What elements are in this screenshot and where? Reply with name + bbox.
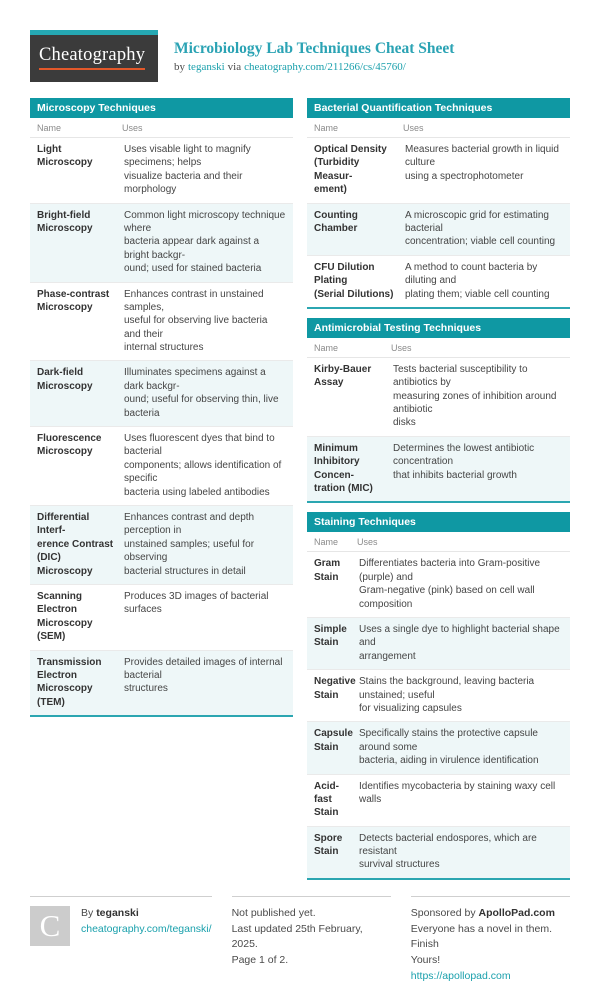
- via-word: via: [227, 61, 242, 74]
- page-number: Page 1 of 2.: [231, 954, 289, 967]
- card-bacterial-quantification: [307, 98, 570, 309]
- technique-name: Dark-field Microscopy: [37, 367, 93, 392]
- technique-name: Light Microscopy: [37, 144, 93, 169]
- table-rows: [30, 138, 293, 715]
- byline: [174, 61, 454, 73]
- card-title: Antimicrobial Testing Techniques: [307, 318, 570, 338]
- table-row: [307, 138, 570, 204]
- column-headers: [307, 118, 570, 138]
- footer-author-name: teganski: [96, 906, 139, 919]
- technique-name: Bright-field Microscopy: [37, 209, 93, 234]
- technique-name: Spore Stain: [314, 832, 343, 858]
- cheatography-logo[interactable]: [30, 30, 158, 82]
- footer-meta-block: [232, 896, 391, 985]
- sponsor-prefix: Sponsored by: [410, 906, 476, 919]
- col-header-uses: Uses: [391, 342, 412, 353]
- technique-uses: Determines the lowest antibiotic concentration that inhibits bacterial growth: [393, 442, 535, 481]
- logo-wordmark: Cheatography: [39, 45, 145, 70]
- table-row: [30, 585, 293, 651]
- table-row: [307, 552, 570, 618]
- cheatography-c-logo[interactable]: [30, 906, 70, 946]
- technique-name: Capsule Stain: [314, 728, 353, 753]
- logo-body: [30, 35, 158, 82]
- technique-uses: A microscopic grid for estimating bacterial concentration; viable cell counting: [405, 209, 556, 248]
- col-header-name: Name: [314, 123, 339, 133]
- page-footer: [30, 896, 570, 985]
- table-row: [307, 827, 570, 878]
- table-row: [30, 651, 293, 716]
- technique-uses: Stains the background, leaving bacteria unstained; useful for visualizing capsules: [359, 676, 535, 714]
- technique-name: Differential Interf- erence Contrast (DIC) Microscopy: [37, 511, 114, 577]
- sponsor-line: [411, 906, 570, 922]
- technique-name: CFU Dilution Plating (Serial Dilutions): [314, 261, 394, 300]
- last-updated: Last updated 25th February, 2025.: [231, 922, 363, 951]
- title-block: [174, 30, 454, 73]
- technique-name: Minimum Inhibitory Concen- tration (MIC): [314, 442, 373, 495]
- publish-status: Not published yet.: [231, 906, 316, 919]
- page-title: Microbiology Lab Techniques Cheat Sheet: [174, 40, 455, 57]
- technique-uses: Illuminates specimens against a dark backgr- ound; useful for observing thin, live bacteria: [124, 367, 279, 419]
- table-rows: [307, 552, 570, 877]
- author-link[interactable]: teganski: [188, 61, 225, 74]
- card-title: Bacterial Quantification Techniques: [307, 98, 570, 118]
- footer-author-block: [30, 896, 212, 985]
- technique-uses: Uses fluorescent dyes that bind to bacterial components; allows identification of specific bacteria using labeled antibodies: [124, 433, 282, 498]
- technique-name: Optical Density (Turbidity Measur- ement): [314, 144, 387, 196]
- technique-uses: Uses visable light to magnify specimens; helps visualize bacteria and their morphology: [124, 144, 251, 196]
- table-row: [30, 427, 293, 506]
- technique-name: Fluorescence Microscopy: [37, 433, 102, 458]
- left-column: [30, 98, 293, 717]
- technique-uses: Enhances contrast in unstained samples, useful for observing live bacteria and their internal structures: [124, 288, 268, 354]
- card-antimicrobial-testing: [307, 318, 570, 504]
- column-headers: [307, 338, 570, 358]
- footer-by-prefix: By: [81, 906, 94, 919]
- footer-byline: [81, 906, 212, 922]
- sponsor-tagline-line1: Everyone has a novel in them. Finish: [410, 922, 553, 951]
- card-title: Staining Techniques: [307, 512, 570, 532]
- sponsor-tagline-line2: Yours!: [410, 954, 441, 967]
- technique-uses: Detects bacterial endospores, which are resistant survival structures: [359, 832, 537, 871]
- sponsor-name: ApolloPad.com: [478, 906, 555, 919]
- technique-uses: Common light microscopy technique where bacteria appear dark against a bright backgr- ound; used for stained bacteria: [124, 209, 286, 275]
- footer-author-text: [81, 906, 212, 985]
- footer-profile-link[interactable]: cheatography.com/teganski/: [81, 922, 212, 935]
- technique-name: Simple Stain: [314, 623, 347, 649]
- technique-name: Gram Stain: [314, 558, 341, 583]
- card-title: Microscopy Techniques: [30, 98, 293, 118]
- col-header-uses: Uses: [403, 123, 424, 133]
- technique-name: Phase-contrast Microscopy: [37, 288, 110, 313]
- right-column: [307, 98, 570, 880]
- c-logo-letter: C: [39, 907, 61, 943]
- footer-sponsor-block: [411, 896, 570, 985]
- table-row: [30, 283, 293, 362]
- table-row: [30, 138, 293, 204]
- technique-uses: Specifically stains the protective capsule around some bacteria, aiding in virulence identification: [359, 728, 539, 767]
- table-rows: [307, 138, 570, 307]
- page-header: [30, 30, 570, 82]
- table-row: [307, 204, 570, 256]
- sponsor-link[interactable]: https://apollopad.com: [410, 969, 511, 982]
- column-headers: [30, 118, 293, 138]
- technique-uses: Identifies mycobacteria by staining waxy cell walls: [359, 780, 556, 805]
- technique-name: Negative Stain: [314, 676, 356, 701]
- technique-name: Transmission Electron Microscopy (TEM): [37, 656, 102, 708]
- table-rows: [307, 358, 570, 502]
- technique-uses: Provides detailed images of internal bacterial structures: [124, 656, 283, 695]
- col-header-uses: Uses: [122, 123, 143, 133]
- byline-prefix: by: [174, 61, 185, 74]
- table-row: [307, 256, 570, 307]
- technique-uses: Produces 3D images of bacterial surfaces: [124, 590, 269, 616]
- col-header-name: Name: [37, 123, 62, 133]
- table-row: [307, 722, 570, 774]
- technique-uses: Measures bacterial growth in liquid culture using a spectrophotometer: [405, 144, 559, 182]
- card-microscopy-techniques: [30, 98, 293, 717]
- technique-name: Acid-fast Stain: [314, 780, 339, 819]
- table-row: [30, 361, 293, 427]
- technique-name: Scanning Electron Microscopy (SEM): [37, 590, 93, 643]
- technique-uses: Uses a single dye to highlight bacterial shape and arrangement: [359, 623, 560, 662]
- technique-uses: A method to count bacteria by diluting and plating them; viable cell counting: [405, 261, 550, 300]
- table-row: [307, 618, 570, 670]
- technique-name: Kirby-Bauer Assay: [314, 363, 372, 389]
- col-header-uses: Uses: [357, 537, 378, 548]
- col-header-name: Name: [314, 342, 339, 353]
- table-row: [30, 506, 293, 585]
- technique-uses: Differentiates bacteria into Gram-positive (purple) and Gram-negative (pink) based on cell wall composition: [359, 558, 541, 610]
- source-link[interactable]: cheatography.com/211266/cs/45760/: [244, 61, 406, 74]
- table-row: [307, 775, 570, 827]
- technique-name: Counting Chamber: [314, 209, 358, 234]
- table-row: [307, 358, 570, 437]
- table-row: [30, 204, 293, 283]
- sheet-body: [30, 98, 570, 880]
- card-staining-techniques: [307, 512, 570, 879]
- table-row: [307, 437, 570, 502]
- table-row: [307, 670, 570, 722]
- col-header-name: Name: [314, 537, 339, 548]
- technique-uses: Enhances contrast and depth perception in unstained samples; useful for observing bacterial structures in detail: [124, 511, 255, 577]
- column-headers: [307, 532, 570, 552]
- technique-uses: Tests bacterial susceptibility to antibiotics by measuring zones of inhibition around antibiotic disks: [393, 363, 557, 429]
